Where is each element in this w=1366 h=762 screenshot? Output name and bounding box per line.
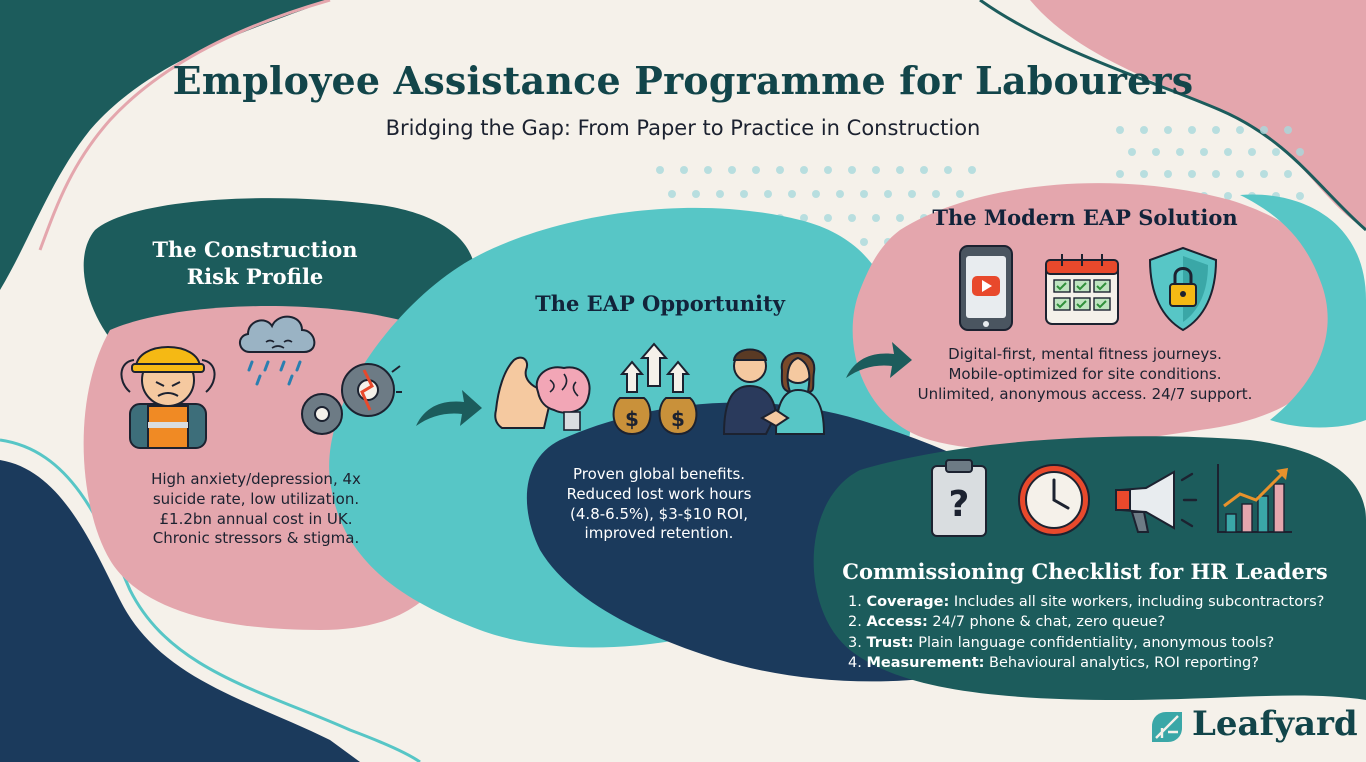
list-item [848,653,1348,673]
list-item [848,592,1348,612]
money-bags-growth-icon [606,340,706,438]
handshake-people-icon [716,344,832,436]
checklist-number: 1. [848,594,862,610]
opportunity-text-line: (4.8-6.5%), $3-$10 ROI, [570,504,748,523]
checklist-label: Access: [866,614,928,631]
checklist-text: Includes all site workers, including subcontractors? [953,594,1325,610]
checklist-text: 24/7 phone & chat, zero queue? [932,614,1166,631]
checklist-text: Plain language confidentiality, anonymous tools? [918,634,1275,651]
risk-heading-line: Risk Profile [186,264,324,290]
growth-chart-icon [1214,462,1294,536]
risk-description [106,470,406,549]
arrow-icon [412,386,484,432]
checklist-label: Trust: [866,634,914,651]
stressed-worker-icon [108,322,228,450]
risk-text-line: Chronic stressors & stigma. [152,529,360,548]
list-item [848,612,1348,632]
opportunity-text-line: improved retention. [584,524,734,543]
risk-text-line: High anxiety/depression, 4x [151,470,361,488]
checklist-text: Behavioural analytics, ROI reporting? [989,654,1259,671]
risk-heading [120,236,390,291]
leaf-logo-icon [1150,710,1184,744]
clock-icon [1016,462,1092,538]
page-title: Employee Assistance Programme for Labourers [172,58,1194,103]
solution-heading: The Modern EAP Solution [932,205,1238,230]
list-item [848,633,1348,653]
security-shield-lock-icon [1146,246,1220,332]
checklist-number: 4. [848,654,862,671]
calendar-check-icon [1044,250,1120,326]
opportunity-text-line: Reduced lost work hours [566,484,752,503]
risk-heading-line: The Construction [152,237,358,262]
svg-text:$: $ [671,407,685,431]
checklist [848,592,1348,673]
checklist-heading: Commissioning Checklist for HR Leaders [842,559,1328,584]
opportunity-description [524,465,794,544]
checklist-label: Measurement: [866,654,985,671]
brand-logo-text: Leafyard [1192,704,1358,744]
svg-text:$: $ [625,407,639,431]
checklist-label: Coverage: [866,594,950,610]
checklist-number: 2. [848,614,862,631]
strong-arm-brain-icon [492,350,596,434]
checklist-number: 3. [848,634,862,651]
video-phone-icon [956,244,1016,332]
solution-text-line: Digital-first, mental fitness journeys. [948,345,1222,363]
risk-text-line: £1.2bn annual cost in UK. [159,509,353,528]
opportunity-heading: The EAP Opportunity [535,291,785,316]
solution-description [870,345,1300,404]
question-clipboard-icon [928,458,990,538]
solution-text-line: Unlimited, anonymous access. 24/7 support. [917,384,1253,403]
megaphone-icon [1112,466,1198,536]
broken-gears-icon [292,352,404,444]
svg-text:?: ? [948,484,970,525]
opportunity-text-line: Proven global benefits. [572,465,746,483]
page-subtitle: Bridging the Gap: From Paper to Practice in Construction [385,116,981,140]
risk-text-line: suicide rate, low utilization. [152,489,360,508]
solution-text-line: Mobile-optimized for site conditions. [948,364,1222,383]
